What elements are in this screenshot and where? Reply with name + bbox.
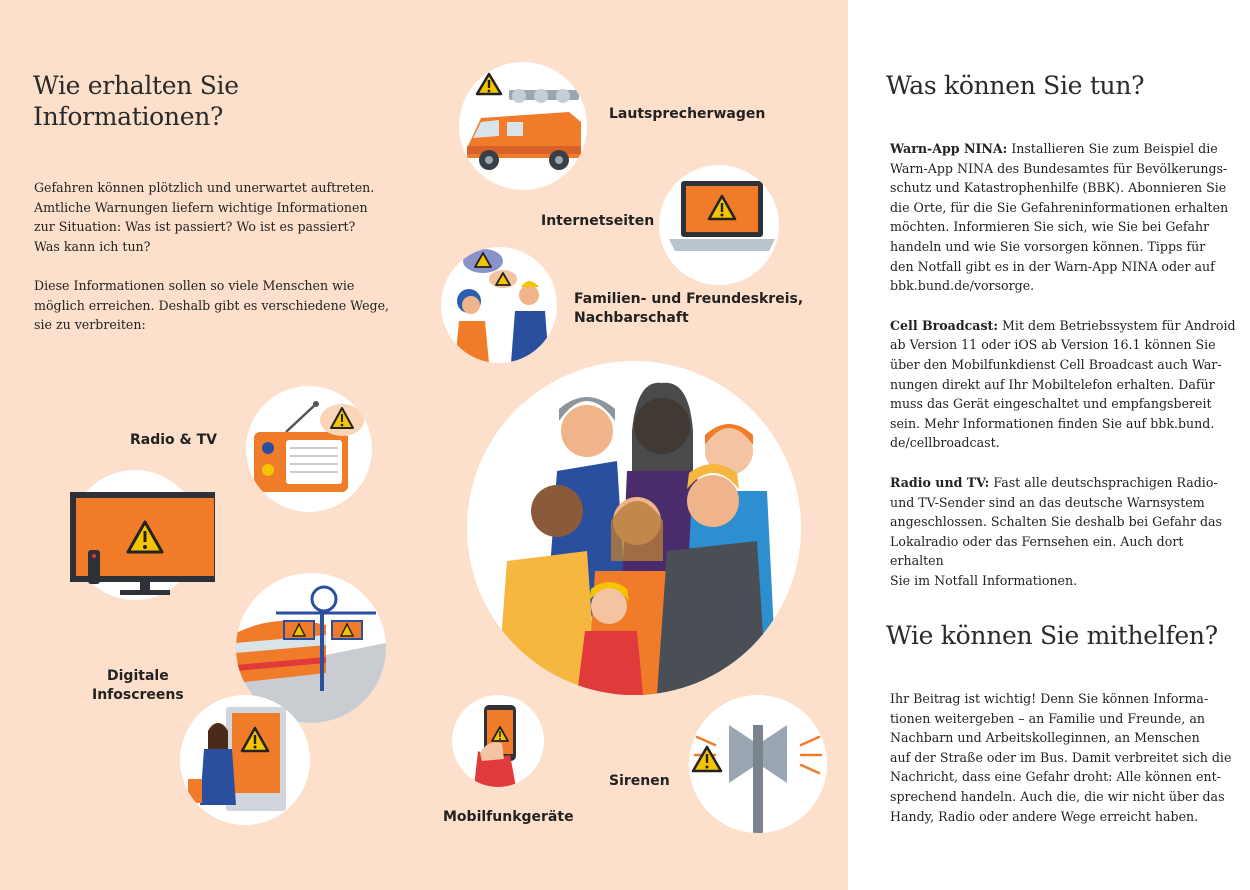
left-heading-line1: Wie erhalten Sie — [33, 71, 239, 100]
right-heading-was-koennen-sie-tun: Was können Sie tun? — [886, 71, 1145, 100]
siren-illustration — [689, 695, 827, 833]
paragraph-radio-tv: Radio und TV: Fast alle deutschsprachigen Radio- und TV-Sender sind an das deutsche Warnsystem angeschlossen. Schalten Sie deshalb bei Gefahr das Lokalradio oder das Fernsehen ein. Auch dort erhalten Sie im Notfall Informationen. — [890, 474, 1223, 588]
infoscreen-icon — [180, 695, 310, 825]
label-familien: Familien- und Freundeskreis, Nachbarschaft — [574, 291, 804, 326]
tv-icon — [55, 470, 215, 600]
infoscreen-illustration — [180, 695, 310, 825]
loudspeaker-van-illustration — [459, 62, 587, 190]
radio-illustration — [246, 386, 372, 512]
mobile-phone-illustration — [452, 695, 544, 787]
left-intro-paragraph-2: Diese Informationen sollen so viele Menschen wie möglich erreichen. Deshalb gibt es verschiedene Wege, sie zu verbreiten: — [34, 278, 390, 333]
label-mobilfunkgeraete: Mobilfunkgeräte — [443, 809, 574, 825]
right-panel — [848, 0, 1250, 890]
right-heading-wie-koennen-sie-mithelfen: Wie können Sie mithelfen? — [886, 621, 1218, 650]
label-sirenen: Sirenen — [609, 773, 670, 789]
siren-icon — [689, 695, 827, 833]
paragraph-cell-broadcast: Cell Broadcast: Mit dem Betriebssystem für Android ab Version 11 oder iOS ab Version 16.1 können Sie über den Mobilfunkdienst Cell Broadcast auch War- nungen direkt auf Ihr Mobiltelefon erhalten. Dafür muss das Gerät eingeschaltet und empfangsbereit sein. Mehr Informationen finden Sie auf bbk.bund. de/cellbroadcast. — [890, 317, 1236, 451]
label-radio-tv: Radio & TV — [130, 432, 218, 448]
left-heading-line2: Informationen? — [33, 102, 224, 131]
label-digitale-infoscreens: Digitale Infoscreens — [92, 668, 184, 703]
crowd-icon — [467, 361, 801, 695]
cell-title: Cell Broadcast: — [890, 317, 999, 333]
radio-icon — [246, 386, 372, 512]
tv-illustration — [70, 470, 200, 600]
crowd-illustration — [467, 361, 801, 695]
paragraph-nina: Warn-App NINA: Installieren Sie zum Beispiel die Warn-App NINA des Bundesamtes für Bevölkerungs- schutz und Katastrophenhilfe (BBK). Abonnieren Sie die Orte, für die Sie Gefahreninformationen erhalten möchten. Informieren Sie sich, wie Sie bei Gefahr handeln und wie Sie vorsorgen können. Tipps für den Notfall gibt es in der Warn-App NINA oder auf bbk.bund.de/vorsorge. — [890, 141, 1229, 294]
paragraph-mithelfen: Ihr Beitrag ist wichtig! Denn Sie können Informa- tionen weitergeben – an Familie und Freunde, an Nachbarn und Arbeitskolleginnen, an Menschen auf der Straße oder im Bus. Damit verbreitet sich die Nachricht, dass eine Gefahr droht: Alle können ent- sprechend handeln. Auch die, die wir nicht über das Handy, Radio oder andere Wege erreicht haben. — [890, 691, 1232, 824]
laptop-illustration — [659, 165, 779, 285]
radio-title: Radio und TV: — [890, 474, 990, 490]
laptop-icon — [659, 165, 779, 285]
people-talking-icon — [441, 247, 557, 363]
nina-title: Warn-App NINA: — [890, 141, 1008, 156]
label-lautsprecherwagen: Lautsprecherwagen — [609, 106, 766, 122]
label-internetseiten: Internetseiten — [541, 213, 655, 229]
loudspeaker-van-icon — [459, 62, 587, 190]
left-intro-paragraph-1: Gefahren können plötzlich und unerwartet auftreten. Amtliche Warnungen liefern wichtige Informationen zur Situation: Was ist passiert? Wo ist es passiert? Was kann ich tun? — [34, 180, 375, 254]
right-text-block — [890, 139, 1240, 610]
mobile-phone-icon — [452, 695, 544, 787]
warning-triangle-icon — [693, 747, 721, 771]
family-friends-illustration — [441, 247, 557, 363]
warning-triangle-icon — [477, 74, 501, 94]
left-heading — [33, 70, 239, 132]
